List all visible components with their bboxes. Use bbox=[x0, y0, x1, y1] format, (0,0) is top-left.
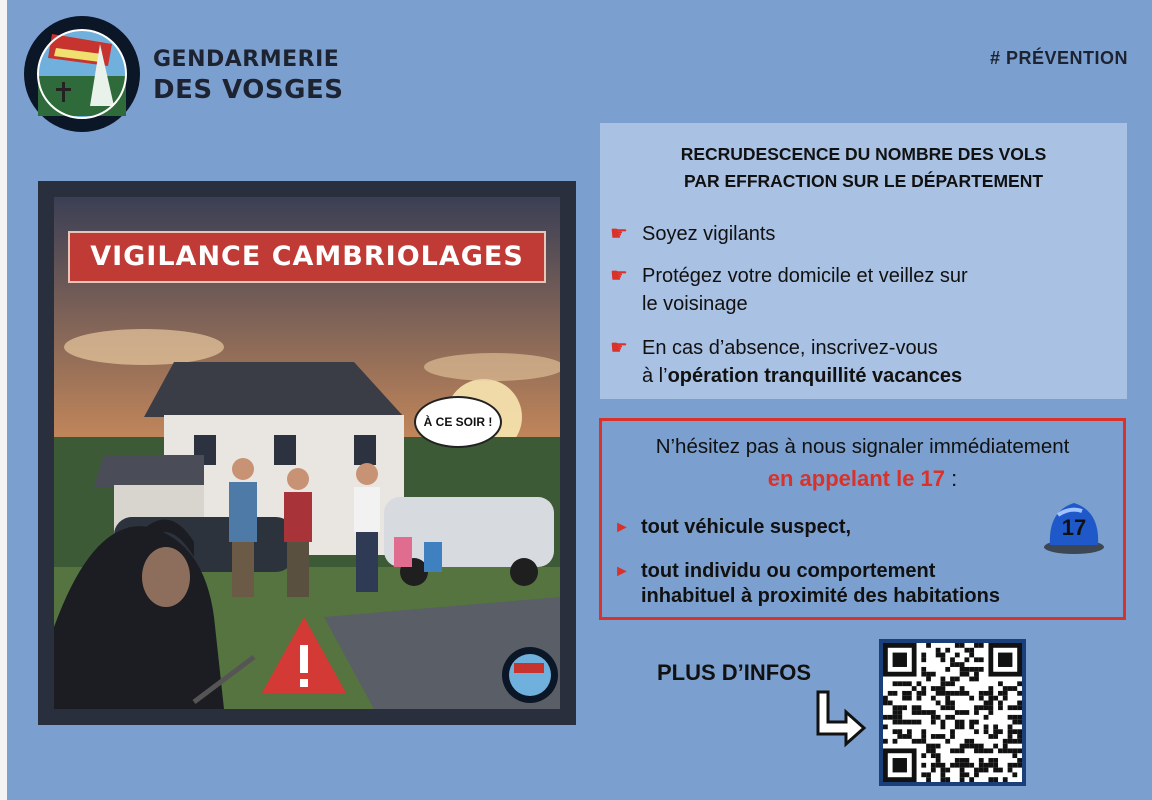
info-title-line1: RECRUDESCENCE DU NOMBRE DES VOLS bbox=[680, 144, 1047, 164]
call-17-text: en appelant le 17 bbox=[767, 466, 946, 491]
page-edge bbox=[0, 0, 7, 800]
advice-text: Protégez votre domicile et veillez sur le voisinage bbox=[642, 265, 968, 315]
speech-bubble: À CE SOIR ! bbox=[414, 396, 502, 448]
alert-call-line bbox=[602, 466, 1123, 492]
info-box bbox=[600, 123, 1127, 399]
advice-text-regular: En cas d’absence, inscrivez-vous à l’ bbox=[642, 337, 938, 387]
red-triangle-icon: ► bbox=[614, 519, 630, 536]
alert-item-text: tout individu ou comportement inhabituel à proximité des habitations bbox=[641, 560, 1000, 607]
alert-item bbox=[614, 515, 851, 540]
qr-code[interactable] bbox=[879, 639, 1026, 786]
pointing-hand-icon: ☛ bbox=[610, 223, 628, 245]
advice-text: Soyez vigilants bbox=[642, 223, 776, 245]
plus-infos-label: PLUS D’INFOS bbox=[657, 660, 812, 685]
svg-text:17: 17 bbox=[1061, 515, 1087, 540]
siren-17-icon bbox=[1040, 491, 1108, 555]
pointing-hand-icon: ☛ bbox=[610, 265, 628, 287]
advice-text bbox=[642, 334, 962, 390]
org-name-line1: GENDARMERIE bbox=[153, 47, 340, 72]
operation-tranquillite-vacances: opération tranquillité vacances bbox=[667, 365, 963, 387]
advice-item bbox=[610, 220, 775, 248]
report-alert-box bbox=[599, 418, 1126, 620]
advice-item bbox=[610, 334, 962, 390]
advice-item bbox=[610, 262, 968, 318]
vigilance-poster bbox=[38, 181, 576, 725]
prevention-hashtag: # PRÉVENTION bbox=[989, 48, 1128, 68]
poster-illustration bbox=[54, 197, 560, 709]
info-title bbox=[600, 141, 1127, 195]
info-title-line2: PAR EFFRACTION SUR LE DÉPARTEMENT bbox=[683, 171, 1044, 191]
corner-arrow-icon bbox=[812, 690, 868, 748]
alert-item-text: tout véhicule suspect, bbox=[641, 516, 852, 538]
call-suffix: : bbox=[945, 466, 958, 491]
alert-item bbox=[614, 559, 1000, 609]
alert-intro: N’hésitez pas à nous signaler immédiatement bbox=[655, 435, 1070, 458]
red-triangle-icon: ► bbox=[614, 563, 630, 580]
org-name-line2: DES VOSGES bbox=[153, 75, 344, 105]
pointing-hand-icon: ☛ bbox=[610, 337, 628, 359]
organization-name bbox=[153, 46, 343, 106]
poster-banner-title: VIGILANCE CAMBRIOLAGES bbox=[68, 231, 546, 283]
gendarmerie-logo bbox=[22, 14, 142, 134]
